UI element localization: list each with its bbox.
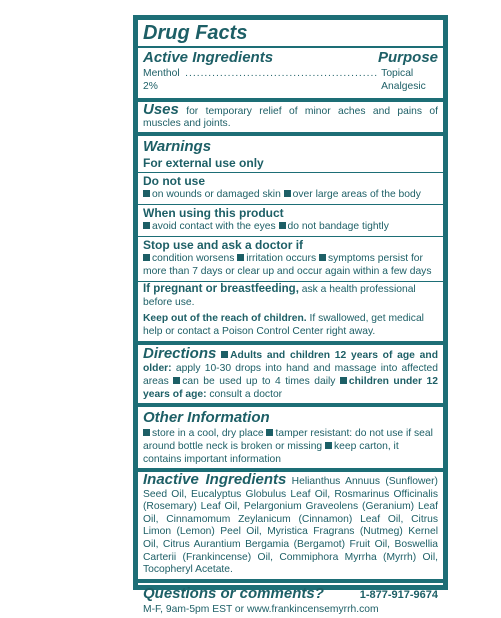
panel-title: Drug Facts (143, 22, 248, 44)
pregnant-text: ask a health professional before use. (143, 284, 416, 308)
leader-dots: .................................................. (185, 68, 379, 79)
directions-adults-text: apply 10-30 drops into hand and massage into affected areas (143, 363, 438, 387)
active-ingredient: Menthol 2% (143, 68, 180, 92)
other-item-2: tamper resistant: do not use if seal around bottle neck is broken or missing (143, 428, 433, 452)
active-purpose: Topical Analgesic (381, 68, 426, 92)
warnings-heading: Warnings (143, 138, 212, 155)
stop-use-2: irritation occurs (246, 253, 317, 264)
bullet-icon (279, 222, 286, 229)
when-using-1: avoid contact with the eyes (152, 221, 276, 232)
do-not-use-heading: Do not use (143, 174, 205, 188)
bullet-icon (143, 429, 150, 436)
stop-use-heading: Stop use and ask a doctor if (143, 238, 304, 252)
active-ingredients-heading: Active Ingredients (143, 49, 274, 66)
inactive-ingredients-section (138, 472, 443, 583)
bullet-icon (325, 442, 332, 449)
other-information-section (138, 407, 443, 472)
bullet-icon (340, 377, 347, 384)
other-information-heading: Other Information (143, 409, 270, 426)
questions-section (138, 583, 443, 618)
uses-heading: Uses (143, 101, 179, 118)
bullet-icon (221, 351, 228, 358)
inactive-ingredients-text: Helianthus Annuus (Sunflower) Seed Oil, Eucalyptus Globulus Leaf Oil, Rosmarinus Officinalis (Rosemary) Leaf Oil, Pelargonium Graveolens (Geranium) Leaf Oil, Cinnamomum Zeylanicum (Cinnamon) Leaf Oil, Citrus Limon (Lemon) Peel Oil, Myristica Fragrans (Nutmeg) Kernel Oil, Citrus Aurantium Bergamia (Bergamot) Fruit Oil, Boswellia Carterii (Frankincense) Oil, Commiphora Myrrha (Myrrh) Oil, Tocopheryl Acetate. (143, 476, 438, 576)
bullet-icon (143, 190, 150, 197)
bullet-icon (266, 429, 273, 436)
children-bold: Keep out of the reach of children. (143, 313, 307, 324)
when-using-heading: When using this product (143, 206, 284, 220)
bullet-icon (143, 222, 150, 229)
directions-children-text: consult a doctor (209, 389, 283, 400)
bullet-icon (143, 254, 150, 261)
other-item-3: keep carton, it contains important information (143, 441, 399, 465)
bullet-icon (173, 377, 180, 384)
children-text: If swallowed, get medical help or contact a Poison Control Center right away. (143, 313, 424, 337)
purpose-heading: Purpose (377, 49, 438, 66)
questions-heading: Questions or comments? (143, 584, 324, 602)
pregnant-bold: If pregnant or breastfeeding, (143, 283, 299, 295)
drug-facts-panel (133, 15, 448, 615)
stop-use-3: symptoms persist for more than 7 days or clear up and occur again within a few days (143, 253, 432, 277)
external-use-text: For external use only (143, 156, 264, 170)
directions-section (138, 345, 443, 407)
questions-phone: 1-877-917-9674 (359, 588, 438, 601)
active-ingredients-section (138, 20, 443, 102)
uses-section (138, 102, 443, 136)
questions-hours: M-F, 9am-5pm EST or www.frankincensemyrrh.com (143, 603, 379, 615)
inactive-ingredients-heading: Inactive Ingredients (143, 471, 287, 488)
other-item-1: store in a cool, dry place (152, 428, 264, 439)
when-using-2: do not bandage tightly (287, 221, 389, 232)
bullet-icon (284, 190, 291, 197)
uses-text: for temporary relief of minor aches and pains of muscles and joints. (143, 106, 438, 129)
do-not-use-1: on wounds or damaged skin (152, 189, 281, 200)
directions-adults-bold: Adults and children 12 years of age and older: (143, 350, 438, 374)
do-not-use-2: over large areas of the body (292, 189, 421, 200)
directions-heading: Directions (143, 345, 217, 362)
bullet-icon (237, 254, 244, 261)
directions-children-bold: children under 12 years of age: (143, 376, 438, 400)
bullet-icon (319, 254, 326, 261)
directions-times: can be used up to 4 times daily (182, 376, 336, 387)
warnings-section (138, 136, 443, 345)
stop-use-1: condition worsens (152, 253, 235, 264)
